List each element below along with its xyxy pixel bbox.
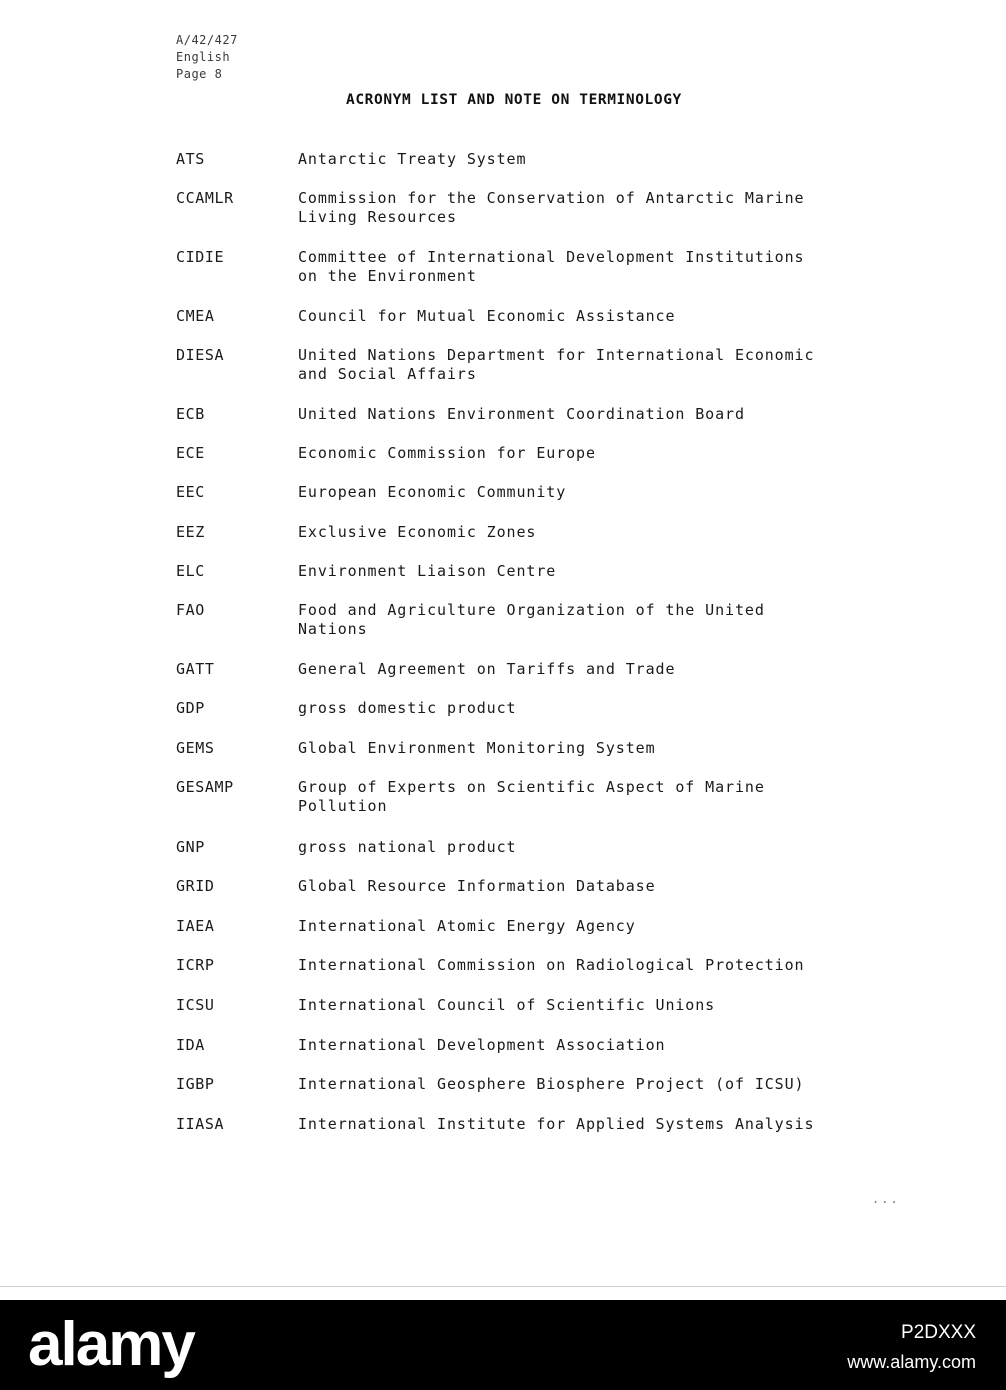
acronym-abbreviation: IAEA — [176, 917, 215, 935]
acronym-definition: Committee of International Development Institutions on the Environment — [298, 248, 805, 285]
acronym-abbreviation: IDA — [176, 1036, 205, 1054]
document-language: English — [176, 50, 231, 64]
acronym-abbreviation: ATS — [176, 150, 205, 168]
acronym-abbreviation: CMEA — [176, 307, 215, 325]
document-number: A/42/427 — [176, 33, 238, 47]
acronym-abbreviation: GDP — [176, 699, 205, 717]
acronym-abbreviation: CIDIE — [176, 248, 225, 266]
site-url: www.alamy.com — [847, 1352, 976, 1372]
acronym-abbreviation: ICSU — [176, 996, 215, 1014]
acronym-definition: Economic Commission for Europe — [298, 444, 596, 462]
page-number: Page 8 — [176, 67, 223, 81]
acronym-definition: International Atomic Energy Agency — [298, 917, 636, 935]
acronym-definition: gross domestic product — [298, 699, 517, 717]
acronym-abbreviation: DIESA — [176, 346, 225, 364]
acronym-abbreviation: IIASA — [176, 1115, 225, 1133]
acronym-abbreviation: EEC — [176, 483, 205, 501]
acronym-definition: gross national product — [298, 838, 517, 856]
continuation-marker: ... — [872, 1192, 900, 1206]
acronym-abbreviation: GNP — [176, 838, 205, 856]
acronym-abbreviation: GEMS — [176, 739, 215, 757]
document-header — [176, 32, 238, 83]
acronym-definition: Global Resource Information Database — [298, 877, 656, 895]
acronym-definition: Exclusive Economic Zones — [298, 523, 537, 541]
acronym-abbreviation: ELC — [176, 562, 205, 580]
acronym-abbreviation: GRID — [176, 877, 215, 895]
acronym-abbreviation: FAO — [176, 601, 205, 619]
acronym-abbreviation: ECB — [176, 405, 205, 423]
acronym-definition: General Agreement on Tariffs and Trade — [298, 660, 676, 678]
acronym-definition: Global Environment Monitoring System — [298, 739, 656, 757]
acronym-definition: Environment Liaison Centre — [298, 562, 557, 580]
acronym-abbreviation: EEZ — [176, 523, 205, 541]
acronym-abbreviation: GATT — [176, 660, 215, 678]
alamy-logo: alamy — [28, 1310, 194, 1379]
acronym-definition: United Nations Environment Coordination Board — [298, 405, 745, 423]
acronym-definition: International Development Association — [298, 1036, 666, 1054]
acronym-definition: Council for Mutual Economic Assistance — [298, 307, 676, 325]
watermark-footer — [0, 1300, 1006, 1390]
acronym-definition: Antarctic Treaty System — [298, 150, 527, 168]
page-edge-line — [0, 1286, 1006, 1287]
acronym-abbreviation: GESAMP — [176, 778, 234, 796]
acronym-definition: Commission for the Conservation of Antarctic Marine Living Resources — [298, 189, 805, 226]
acronym-definition: Food and Agriculture Organization of the United Nations — [298, 601, 765, 638]
acronym-definition: Group of Experts on Scientific Aspect of Marine Pollution — [298, 778, 765, 815]
acronym-abbreviation: ECE — [176, 444, 205, 462]
acronym-definition: International Commission on Radiological Protection — [298, 956, 805, 974]
stock-code: P2DXXX — [901, 1322, 976, 1343]
acronym-definition: United Nations Department for International Economic and Social Affairs — [298, 346, 815, 383]
page-title: ACRONYM LIST AND NOTE ON TERMINOLOGY — [346, 92, 682, 108]
acronym-abbreviation: CCAMLR — [176, 189, 234, 207]
acronym-definition: European Economic Community — [298, 483, 567, 501]
acronym-abbreviation: ICRP — [176, 956, 215, 974]
acronym-abbreviation: IGBP — [176, 1075, 215, 1093]
acronym-definition: International Council of Scientific Unions — [298, 996, 716, 1014]
acronym-definition: International Geosphere Biosphere Project (of ICSU) — [298, 1075, 805, 1093]
acronym-definition: International Institute for Applied Systems Analysis — [298, 1115, 815, 1133]
